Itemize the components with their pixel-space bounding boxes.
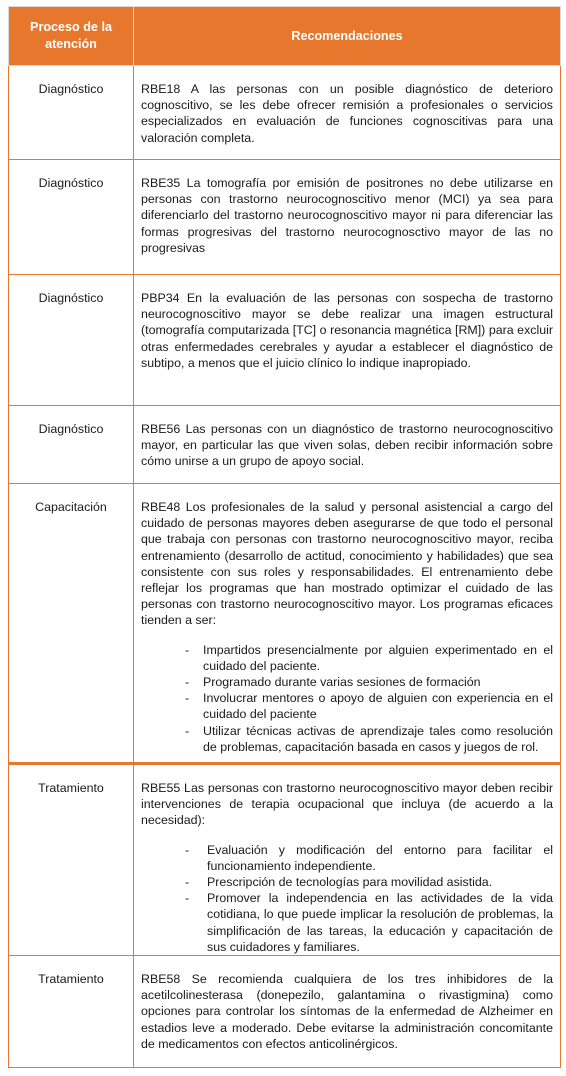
proceso-cell: Capacitación bbox=[9, 484, 134, 764]
dash-bullet-icon: - bbox=[185, 842, 190, 857]
dash-bullet-icon: - bbox=[185, 642, 190, 657]
dash-bullet-icon: - bbox=[185, 723, 190, 738]
recomendacion-text: PBP34 En la evaluación de las personas con sospecha de trastorno neurocognoscitivo mayor se debe realizar una imagen estructural (tomografía computarizada [TC] o resonancia magnética [RM]) para excluir otras enfermedades cerebrales y ayudar a establecer el diagnóstico de subtipo, a menos que el juicio clínico lo indique inapropiado. bbox=[141, 291, 553, 370]
table-row bbox=[9, 160, 561, 275]
dash-bullet-icon: - bbox=[185, 691, 190, 706]
header-recomendaciones: Recomendaciones bbox=[134, 7, 561, 66]
list-item: - Involucrar mentores o apoyo de alguien con experiencia en el cuidado del paciente bbox=[185, 691, 553, 722]
dash-bullet-icon: - bbox=[185, 875, 190, 890]
recomendacion-text: RBE58 Se recomienda cualquiera de los tres inhibidores de la acetilcolinesterasa (donepezilo, galantamina o rivastigmina) como opciones para controlar los síntomas de la enfermedad de Alzheimer en estadios leve a moderado. Debe evitarse la administración concomitante de medicamentos con efectos anticolinérgicos. bbox=[141, 972, 553, 1051]
proceso-cell: Diagnóstico bbox=[9, 66, 134, 160]
proceso-cell: Diagnóstico bbox=[9, 160, 134, 275]
bullet-list bbox=[141, 842, 553, 955]
recomendacion-cell bbox=[134, 275, 561, 406]
recomendacion-cell bbox=[134, 484, 561, 764]
recomendacion-text: RBE18 A las personas con un posible diagnóstico de deterioro cognoscitivo, se les debe ofrecer remisión a profesionales o servicios especializados en evaluación de funciones cognoscitivas para una valoración completa. bbox=[141, 82, 553, 145]
list-item: - Prescripción de tecnologías para movilidad asistida. bbox=[185, 875, 493, 890]
table-header-row bbox=[9, 7, 561, 66]
list-item: - Utilizar técnicas activas de aprendizaje tales como resolución de problemas, capacitación basada en casos y juegos de rol. bbox=[185, 723, 553, 754]
table-row bbox=[9, 764, 561, 956]
recomendacion-text: RBE56 Las personas con un diagnóstico de trastorno neurocognoscitivo mayor, en particular las que viven solas, deben recibir información sobre cómo unirse a un grupo de apoyo social. bbox=[141, 422, 553, 469]
proceso-cell: Tratamiento bbox=[9, 956, 134, 1068]
recommendations-table bbox=[8, 6, 561, 1068]
proceso-cell: Diagnóstico bbox=[9, 406, 134, 484]
header-proceso: Proceso de la atención bbox=[9, 7, 134, 66]
recomendacion-cell bbox=[134, 160, 561, 275]
proceso-cell: Tratamiento bbox=[9, 764, 134, 956]
recomendacion-text: RBE48 Los profesionales de la salud y personal asistencial a cargo del cuidado de personas mayores deben asegurarse de que todo el personal que trabaja con personas con trastorno neurocognoscitivo mayor, reciba entrenamiento (desarrollo de actitud, conocimiento y habilidades) que sea consistente con sus roles y responsabilidades. El entrenamiento debe reflejar los programas que han mostrado optimizar el cuidado de las personas con trastorno neurocognoscitivo mayor. Los programas eficaces tienden a ser: bbox=[141, 500, 553, 628]
list-item: - Programado durante varias sesiones de formación bbox=[185, 675, 481, 690]
recomendacion-cell bbox=[134, 406, 561, 484]
list-item: - Evaluación y modificación del entorno para facilitar el funcionamiento independiente. bbox=[185, 842, 553, 873]
recomendacion-text: RBE35 La tomografía por emisión de positrones no debe utilizarse en personas con trastorno neurocognoscitivo menor (MCI) ya sea para diferenciarlo del trastorno neurocognoscitivo mayor ni para diferenciar las formas progresivas del trastorno neurocognosctivo mayor de las no progresivas bbox=[141, 176, 553, 255]
dash-bullet-icon: - bbox=[185, 675, 190, 690]
table-row bbox=[9, 956, 561, 1068]
list-item: - Promover la independencia en las actividades de la vida cotidiana, lo que puede implicar la resolución de problemas, la simplificación de las tareas, la educación y capacitación de sus cuidadores y familiares. bbox=[185, 891, 553, 954]
recomendacion-cell bbox=[134, 956, 561, 1068]
recomendacion-cell bbox=[134, 764, 561, 956]
table-row bbox=[9, 484, 561, 764]
dash-bullet-icon: - bbox=[185, 891, 190, 906]
table-row bbox=[9, 275, 561, 406]
recomendacion-cell bbox=[134, 66, 561, 160]
table-row bbox=[9, 66, 561, 160]
list-item: - Impartidos presencialmente por alguien experimentado en el cuidado del paciente. bbox=[185, 642, 553, 673]
bullet-list bbox=[141, 642, 553, 755]
recomendacion-text: RBE55 Las personas con trastorno neurocognoscitivo mayor deben recibir intervenciones de terapia ocupacional que incluya (de acuerdo a la necesidad): bbox=[141, 781, 553, 828]
table-row bbox=[9, 406, 561, 484]
proceso-cell: Diagnóstico bbox=[9, 275, 134, 406]
